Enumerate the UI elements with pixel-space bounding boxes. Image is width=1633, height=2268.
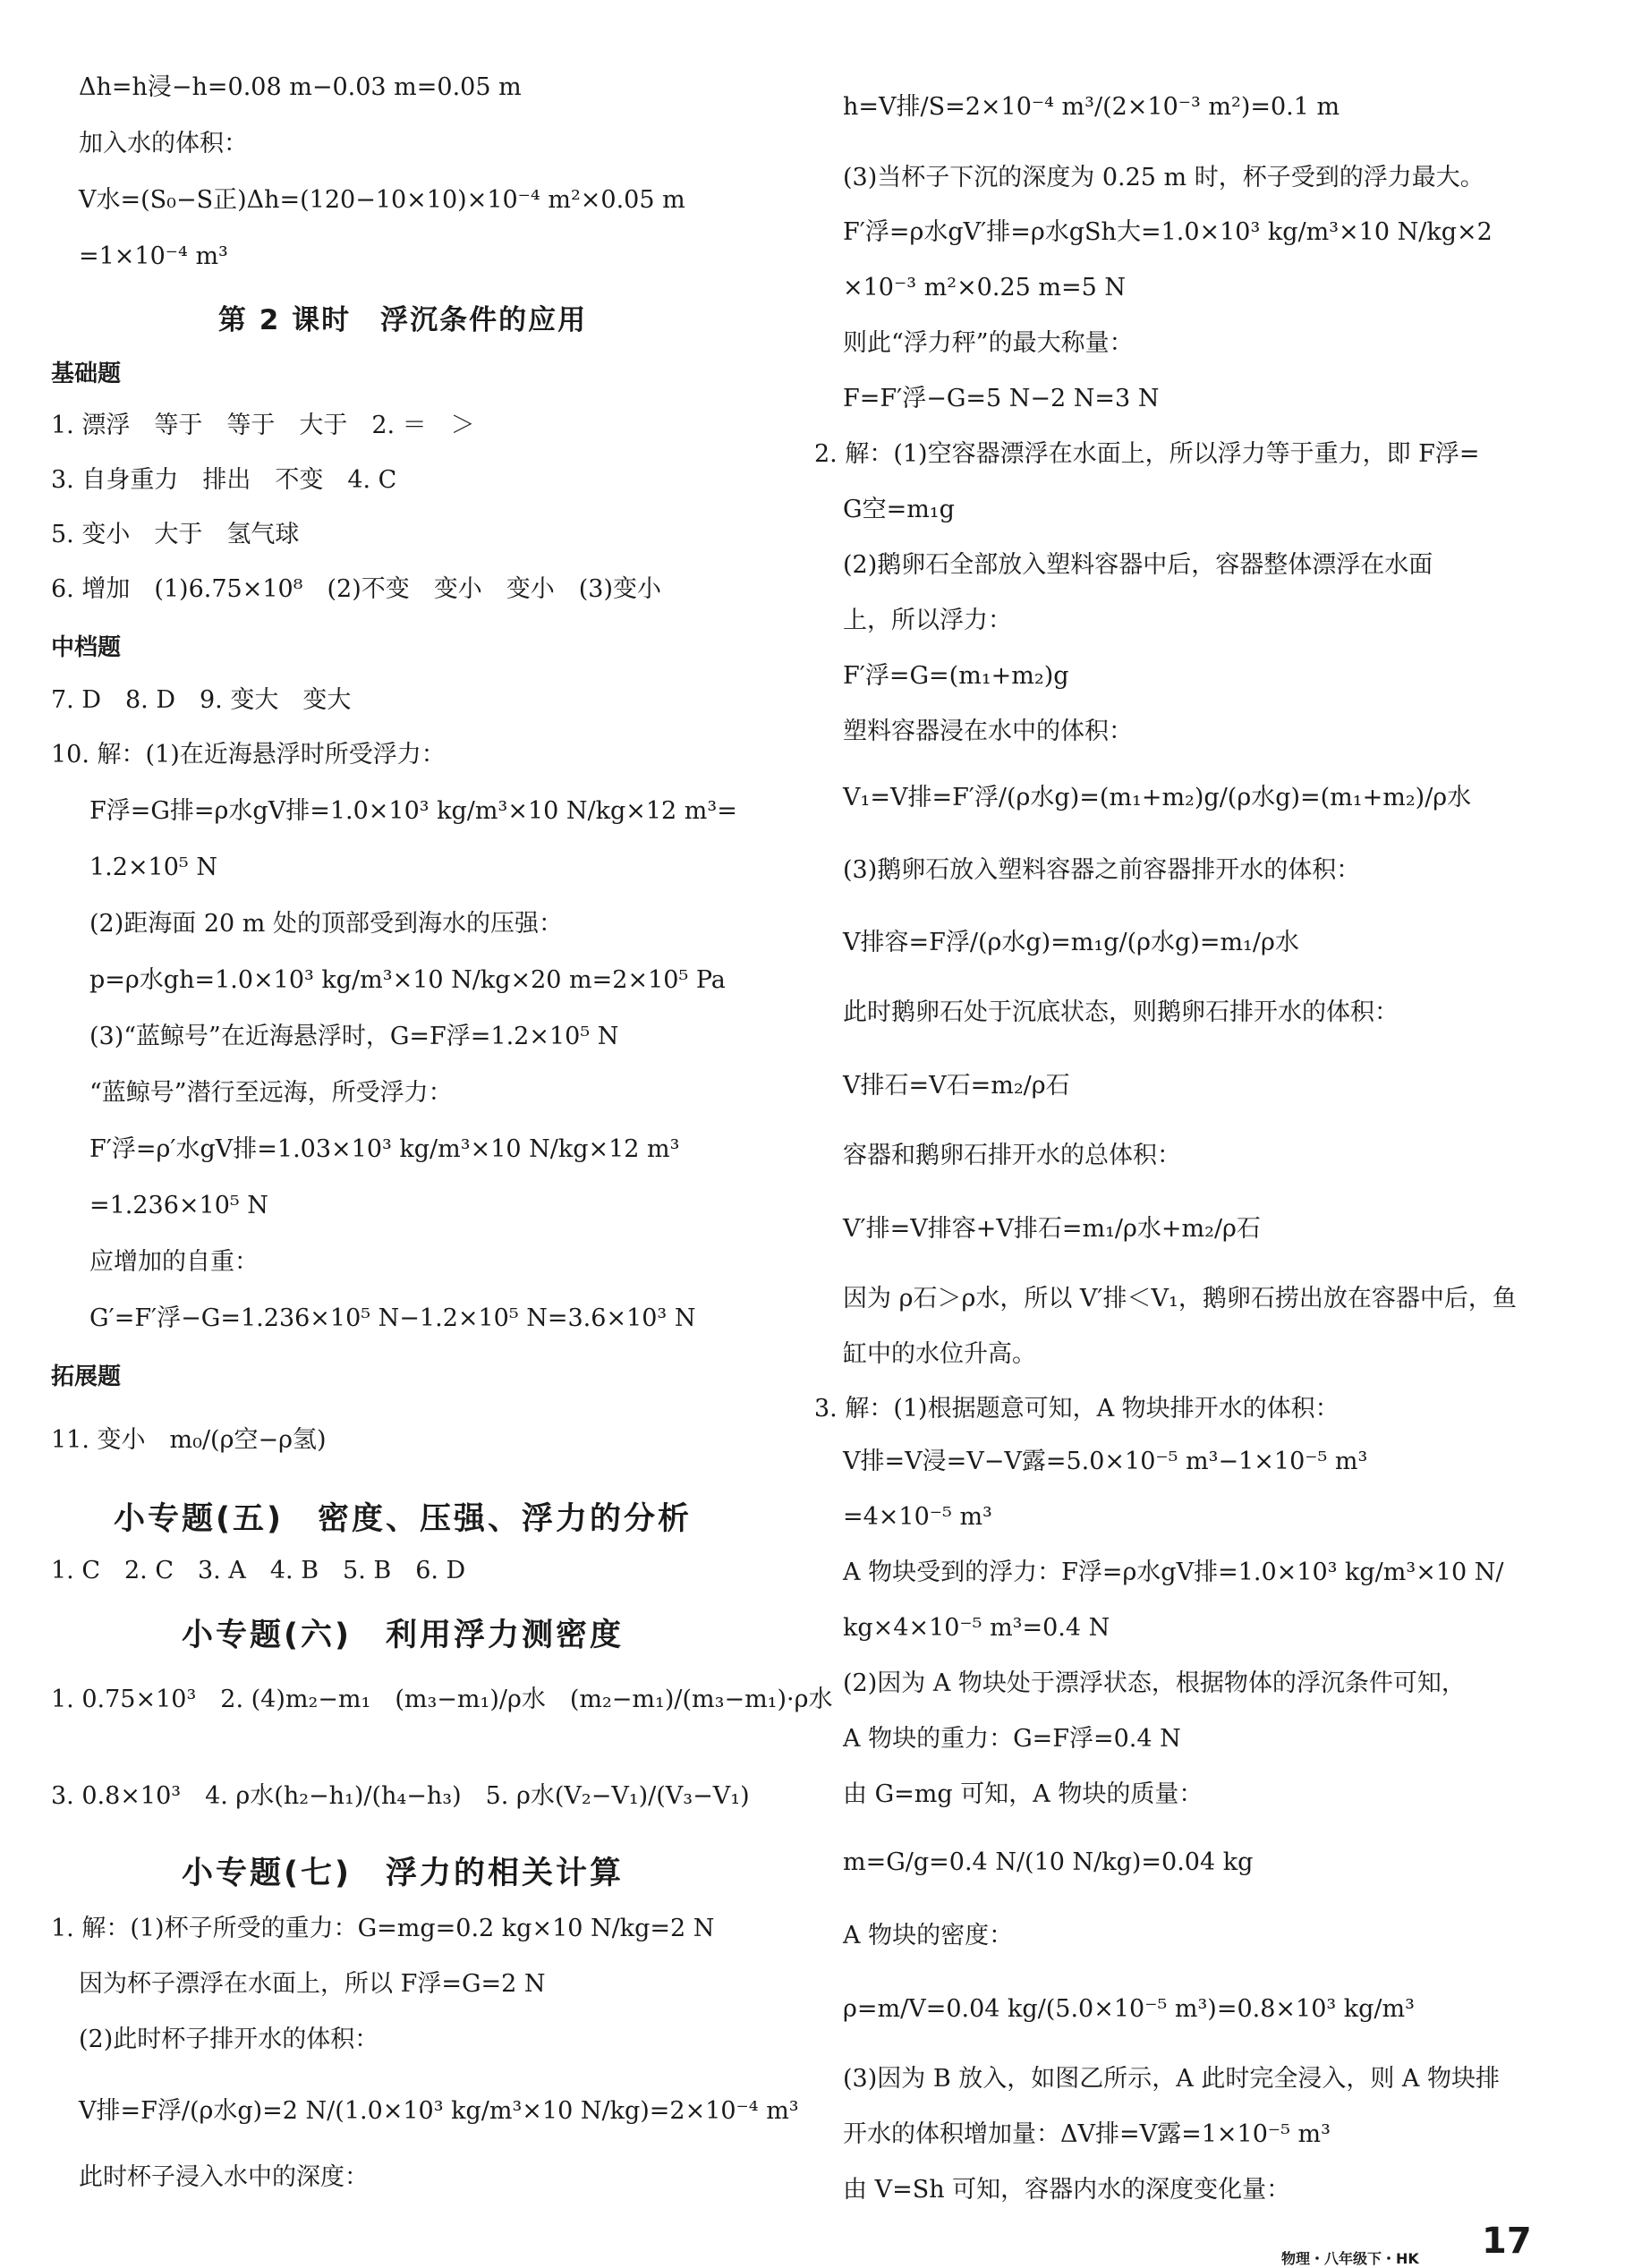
- answer-line: 则此“浮力秤”的最大称量：: [843, 329, 1134, 357]
- lesson-title: 第 2 课时 浮沉条件的应用: [217, 304, 588, 336]
- text-line: Δh=h浸−h=0.08 m−0.03 m=0.05 m: [79, 73, 522, 101]
- answer-line: 6. 增加 (1)6.75×10⁸ (2)不变 变小 变小 (3)变小: [51, 575, 661, 603]
- answer-line: =1.236×10⁵ N: [89, 1192, 268, 1219]
- answer-line: 7. D 8. D 9. 变大 变大: [51, 686, 352, 714]
- answer-line: 由 V=Sh 可知，容器内水的深度变化量：: [843, 2176, 1291, 2204]
- answer-line: 容器和鹅卵石排开水的总体积：: [843, 1142, 1181, 1169]
- answer-line: (3)“蓝鲸号”在近海悬浮时，G=F浮=1.2×10⁵ N: [89, 1023, 619, 1050]
- answer-line: 3. 解：(1)根据题意可知，A 物块排开水的体积：: [814, 1395, 1340, 1423]
- answer-line: 3. 0.8×10³ 4. ρ水(h₂−h₁)/(h₄−h₃) 5. ρ水(V₂−V₁)/(V₃−V₁): [51, 1782, 750, 1810]
- answer-line: 3. 自身重力 排出 不变 4. C: [51, 466, 397, 494]
- answer-line: =4×10⁻⁵ m³: [843, 1503, 992, 1531]
- answer-line: 应增加的自重：: [89, 1248, 259, 1276]
- answer-line: A 物块的重力：G=F浮=0.4 N: [843, 1725, 1181, 1753]
- answer-line: 因为 ρ石＞ρ水，所以 V′排＜V₁，鹅卵石捞出放在容器中后，鱼: [843, 1285, 1517, 1312]
- section-label-basic: 基础题: [51, 361, 122, 387]
- answer-line: 1. 漂浮 等于 等于 大于 2. ＝ ＞: [51, 412, 475, 439]
- answer-line: p=ρ水gh=1.0×10³ kg/m³×10 N/kg×20 m=2×10⁵ Pa: [89, 966, 726, 994]
- answer-line: 塑料容器浸在水中的体积：: [843, 718, 1133, 745]
- text-line: =1×10⁻⁴ m³: [79, 242, 228, 270]
- answer-line: m=G/g=0.4 N/(10 N/kg)=0.04 kg: [843, 1848, 1254, 1876]
- answer-line: V排容=F浮/(ρ水g)=m₁g/(ρ水g)=m₁/ρ水: [843, 929, 1299, 956]
- answer-line: G空=m₁g: [843, 496, 955, 523]
- answer-line: 2. 解：(1)空容器漂浮在水面上，所以浮力等于重力，即 F浮=: [814, 440, 1480, 468]
- answer-line: V排=F浮/(ρ水g)=2 N/(1.0×10³ kg/m³×10 N/kg)=2×10⁻⁴ m³: [79, 2097, 799, 2125]
- answer-line: 上，所以浮力：: [843, 607, 1012, 634]
- answer-line: 此时鹅卵石处于沉底状态，则鹅卵石排开水的体积：: [843, 998, 1399, 1026]
- answer-line: F=F′浮−G=5 N−2 N=3 N: [843, 385, 1160, 412]
- topic-six-title: 小专题(六) 利用浮力测密度: [182, 1618, 624, 1653]
- section-label-medium: 中档题: [51, 634, 122, 661]
- answer-line: 1. 解：(1)杯子所受的重力：G=mg=0.2 kg×10 N/kg=2 N: [51, 1915, 715, 1942]
- answer-line: 11. 变小 m₀/(ρ空−ρ氢): [51, 1426, 327, 1454]
- footer-label: 物理・八年级下・HK: [1281, 2250, 1419, 2267]
- answer-line: 开水的体积增加量：ΔV排=V露=1×10⁻⁵ m³: [843, 2120, 1331, 2148]
- answer-line: A 物块受到的浮力：F浮=ρ水gV排=1.0×10³ kg/m³×10 N/: [843, 1559, 1504, 1586]
- answer-line: h=V排/S=2×10⁻⁴ m³/(2×10⁻³ m²)=0.1 m: [843, 93, 1340, 121]
- text-line: 加入水的体积：: [79, 130, 248, 157]
- answer-line: (3)因为 B 放入，如图乙所示，A 此时完全浸入，则 A 物块排: [843, 2065, 1500, 2093]
- answer-line: V′排=V排容+V排石=m₁/ρ水+m₂/ρ石: [843, 1215, 1261, 1243]
- topic-five-title: 小专题(五) 密度、压强、浮力的分析: [114, 1501, 692, 1537]
- answer-line: kg×4×10⁻⁵ m³=0.4 N: [843, 1614, 1110, 1642]
- answer-line: V排石=V石=m₂/ρ石: [843, 1072, 1070, 1100]
- section-label-extension: 拓展题: [51, 1363, 122, 1390]
- topic-seven-title: 小专题(七) 浮力的相关计算: [182, 1856, 624, 1891]
- answer-line: 缸中的水位升高。: [843, 1340, 1036, 1368]
- answer-line: F′浮=ρ′水gV排=1.03×10³ kg/m³×10 N/kg×12 m³: [89, 1135, 680, 1163]
- answer-line: 由 G=mg 可知，A 物块的质量：: [843, 1780, 1203, 1808]
- answer-line: V排=V浸=V−V露=5.0×10⁻⁵ m³−1×10⁻⁵ m³: [843, 1448, 1368, 1475]
- answer-line: 5. 变小 大于 氢气球: [51, 521, 300, 548]
- answer-line: (3)鹅卵石放入塑料容器之前容器排开水的体积：: [843, 856, 1361, 884]
- answer-line: V₁=V排=F′浮/(ρ水g)=(m₁+m₂)g/(ρ水g)=(m₁+m₂)/ρ水: [843, 784, 1472, 811]
- answer-line: “蓝鲸号”潜行至远海，所受浮力：: [89, 1079, 453, 1107]
- answer-line: 10. 解：(1)在近海悬浮时所受浮力：: [51, 741, 446, 769]
- answer-line: (3)当杯子下沉的深度为 0.25 m 时，杯子受到的浮力最大。: [843, 164, 1484, 191]
- answer-line: F浮=G排=ρ水gV排=1.0×10³ kg/m³×10 N/kg×12 m³=: [89, 797, 737, 825]
- answer-line: 因为杯子漂浮在水面上，所以 F浮=G=2 N: [79, 1970, 546, 1998]
- answer-line: F′浮=G=(m₁+m₂)g: [843, 662, 1069, 690]
- answer-line: ×10⁻³ m²×0.25 m=5 N: [843, 274, 1126, 302]
- page-number: 17: [1482, 2221, 1532, 2262]
- text-line: V水=(S₀−S正)Δh=(120−10×10)×10⁻⁴ m²×0.05 m: [79, 186, 685, 214]
- answer-line: 1. C 2. C 3. A 4. B 5. B 6. D: [51, 1557, 466, 1584]
- answer-line: (2)因为 A 物块处于漂浮状态，根据物体的浮沉条件可知，: [843, 1669, 1466, 1697]
- answer-line: (2)距海面 20 m 处的顶部受到海水的压强：: [89, 910, 563, 938]
- answer-line: 1. 0.75×10³ 2. (4)m₂−m₁ (m₃−m₁)/ρ水 (m₂−m₁)/(m₃−m₁)·ρ水: [51, 1686, 833, 1713]
- answer-line: A 物块的密度：: [843, 1922, 1014, 1949]
- answer-line: ρ=m/V=0.04 kg/(5.0×10⁻⁵ m³)=0.8×10³ kg/m³: [843, 1995, 1415, 2023]
- answer-line: 1.2×10⁵ N: [89, 854, 217, 881]
- answer-line: G′=F′浮−G=1.236×10⁵ N−1.2×10⁵ N=3.6×10³ N: [89, 1304, 696, 1332]
- answer-line: (2)此时杯子排开水的体积：: [79, 2026, 379, 2053]
- answer-line: (2)鹅卵石全部放入塑料容器中后，容器整体漂浮在水面: [843, 551, 1433, 579]
- answer-line: F′浮=ρ水gV′排=ρ水gSh大=1.0×10³ kg/m³×10 N/kg×2: [843, 218, 1493, 246]
- answer-line: 此时杯子浸入水中的深度：: [79, 2163, 369, 2191]
